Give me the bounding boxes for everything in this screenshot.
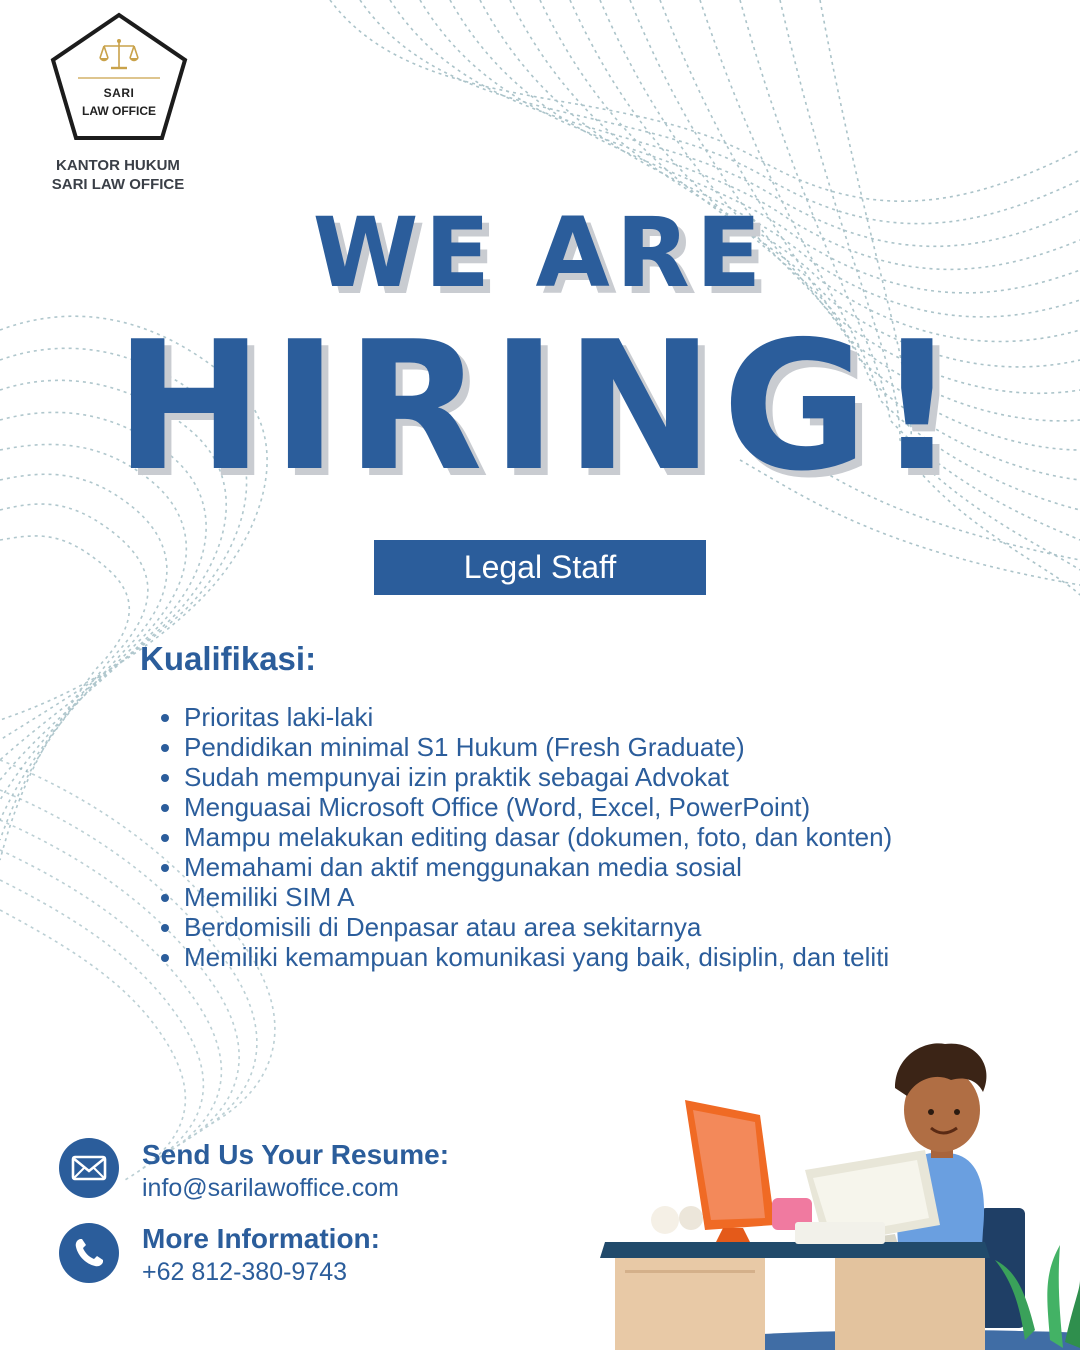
qualification-item: • Pendidikan minimal S1 Hukum (Fresh Graduate): [184, 732, 996, 762]
phone-number[interactable]: +62 812-380-9743: [142, 1258, 348, 1286]
qualification-item: • Mampu melakukan editing dasar (dokumen, foto, dan konten): [184, 822, 996, 852]
qualification-item: • Memahami dan aktif menggunakan media sosial: [184, 852, 996, 882]
headline-we-are: WE ARE: [312, 197, 768, 309]
scales-of-justice-icon: [99, 38, 139, 72]
qualification-item: • Memiliki SIM A: [184, 882, 996, 912]
firm-name-line-2: SARI LAW OFFICE: [51, 176, 185, 193]
pentagon-frame: [50, 12, 188, 144]
worker-at-desk-illustration: [595, 1030, 1080, 1350]
headline-hiring: HIRING!: [114, 303, 966, 510]
firm-name-line-1: KANTOR HUKUM: [56, 157, 180, 174]
qualification-item: • Prioritas laki-laki: [184, 702, 996, 732]
send-resume-title: Send Us Your Resume:: [142, 1139, 450, 1170]
qualification-item: • Berdomisili di Denpasar atau area sekitarnya: [184, 912, 996, 942]
law-office-logo: [50, 12, 188, 144]
qualification-item: • Sudah mempunyai izin praktik sebagai Advokat: [184, 762, 996, 792]
qualification-item: • Menguasai Microsoft Office (Word, Excel, PowerPoint): [184, 792, 996, 822]
qualifications-title: Kualifikasi:: [140, 640, 317, 677]
email-address[interactable]: info@sarilawoffice.com: [142, 1174, 399, 1202]
phone-handset-icon: [59, 1223, 119, 1283]
position-title-badge: Legal Staff: [374, 540, 706, 595]
more-information-title: More Information:: [142, 1223, 380, 1254]
qualification-item: • Memiliki kemampuan komunikasi yang baik, disiplin, dan teliti: [184, 942, 996, 972]
envelope-icon: [59, 1138, 119, 1198]
logo-text-sari: SARI: [103, 86, 135, 100]
logo-text-law-office: LAW OFFICE: [82, 104, 156, 118]
qualifications-list: [160, 702, 996, 972]
